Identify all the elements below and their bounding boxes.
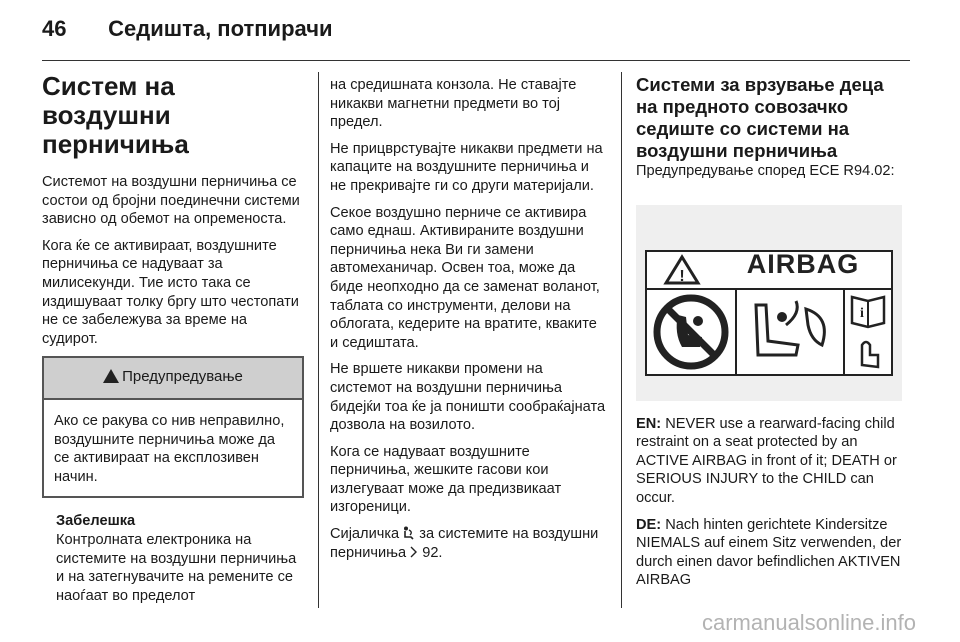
warning-triangle-icon bbox=[103, 369, 119, 383]
watermark: carmanualsonline.info bbox=[701, 610, 916, 635]
paragraph: Не вршете никакви промени на системот на воздушни перничиња бидејќи тоа ќе ја поништи сообраќајната дозвола на возилото. bbox=[330, 361, 606, 434]
column-divider-2 bbox=[621, 72, 622, 608]
control-light-text: за системите на воздушни перничиња bbox=[330, 526, 599, 561]
paragraph: Секое воздушно перниче се активира само еднаш. Активираните воздушни перничиња нека Ви ги замени автомеханичар. Освен тоа, може да биде неопходно да се заменат воланот, таблата со инструменти, делови на облогата, кедерите на вратите, кваките и седиштата. bbox=[330, 204, 600, 351]
page-number: 46 bbox=[42, 16, 67, 41]
airbag-label-text: AIRBAG bbox=[746, 248, 860, 279]
paragraph: на средишната конзола. Не ставајте никакви магнетни предмети во тој предел. bbox=[330, 77, 577, 131]
warning-header bbox=[44, 358, 302, 400]
column-divider-1 bbox=[318, 72, 319, 608]
page-header bbox=[42, 16, 333, 42]
paragraph bbox=[330, 525, 606, 562]
column-1 bbox=[42, 72, 304, 605]
column-2 bbox=[330, 76, 606, 570]
paragraph: Не прицврстувајте никакви предмети на капаците на воздушните перничиња и не прекривајте ги со други материјали. bbox=[330, 140, 603, 194]
note-text: Контролната електроника на системите на воздушни перничиња и на затегнувачите на ремените се наоѓаат во пределот bbox=[56, 531, 297, 604]
column-3 bbox=[636, 72, 908, 598]
en-label: EN: bbox=[636, 415, 662, 432]
note-block bbox=[42, 512, 304, 605]
de-warning bbox=[636, 516, 908, 590]
airbag-seat-icon bbox=[403, 526, 419, 542]
warning-title: Предупредување bbox=[122, 368, 243, 386]
de-label: DE: bbox=[636, 516, 662, 533]
paragraph: Кога ќе се активираат, воздушните перничиња се надуваат за милисекунди. Тие исто така се издишуваат толку бргу што честопати не се забележува за време на судирот. bbox=[42, 237, 299, 347]
paragraph: Системот на воздушни перничиња се состои од бројни поединечни системи зависно од обемот на опременоста. bbox=[42, 174, 300, 228]
en-warning bbox=[636, 415, 908, 508]
svg-text:!: ! bbox=[679, 267, 685, 285]
page-reference[interactable]: 92. bbox=[422, 544, 443, 561]
svg-text:i: i bbox=[860, 305, 864, 321]
airbag-heading: Систем на воздушни перничиња bbox=[42, 71, 189, 159]
ece-subtitle: Предупредување според ECE R94.02: bbox=[636, 163, 895, 179]
page-ref-arrow-icon bbox=[410, 545, 422, 561]
control-light-text: Сијаличка bbox=[330, 526, 400, 543]
en-text: NEVER use a rearward-facing child restraint on a seat protected by an ACTIVE AIRBAG in front of it; DEATH or SERIOUS INJURY to the CHILD can occur. bbox=[636, 415, 897, 506]
warning-box bbox=[42, 356, 304, 498]
de-text: Nach hinten gerichtete Kindersitze NIEMALS auf einem Sitz verwenden, der durch einen davor befindlichen AKTIVEN AIRBAG bbox=[636, 516, 902, 589]
paragraph: Кога се надуваат воздушните перничиња, жешките гасови кои излегуваат може да предизвикаат изгореници. bbox=[330, 443, 562, 516]
warning-text: Ако се ракува со нив неправилно, воздушните перничиња може да се активираат на експлозивен начин. bbox=[54, 412, 285, 485]
header-rule bbox=[42, 60, 910, 61]
child-restraint-heading: Системи за врзување деца на предното совозачко седиште со системи на воздушни перничиња bbox=[636, 74, 884, 161]
note-title: Забелешка bbox=[56, 513, 136, 530]
airbag-warning-label-image bbox=[636, 205, 902, 401]
section-title: Седишта, потпирачи bbox=[108, 16, 333, 41]
